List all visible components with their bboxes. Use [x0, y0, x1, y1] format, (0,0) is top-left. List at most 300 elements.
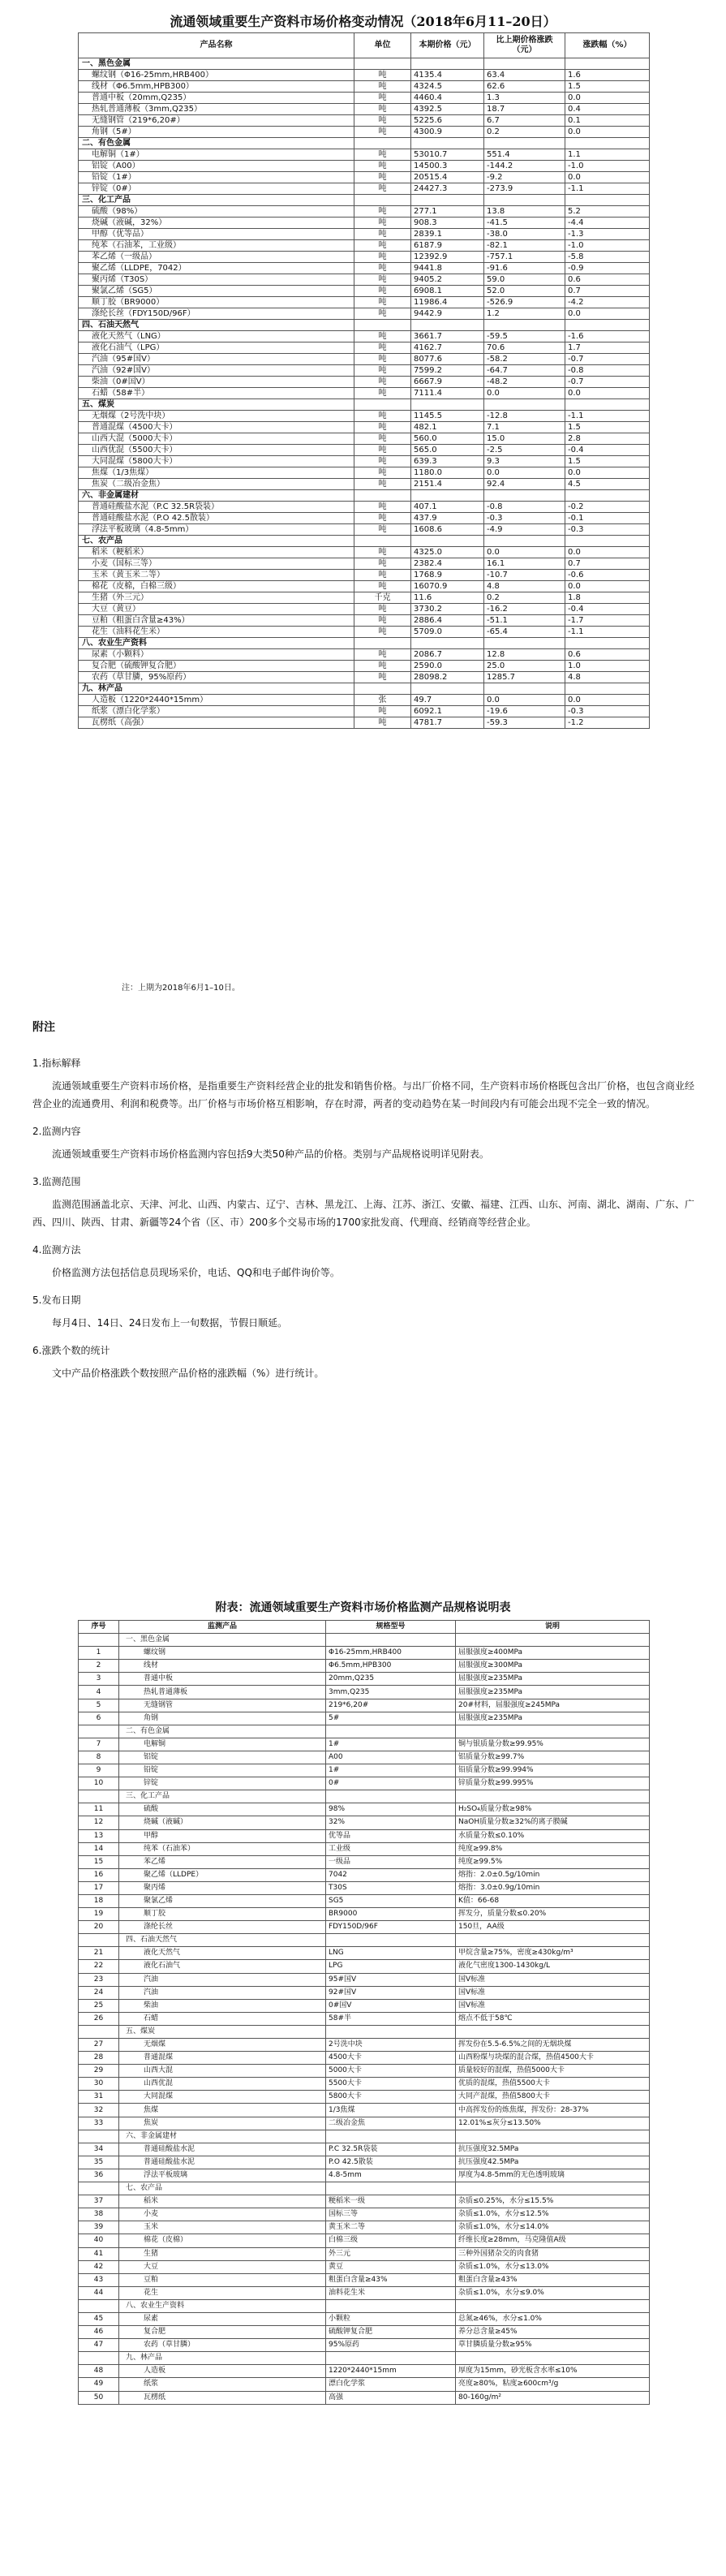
product-name: 聚氯乙烯	[119, 1894, 326, 1907]
empty-cell	[354, 58, 411, 70]
product-name: 汽油	[119, 1973, 326, 1986]
section-heading: 3.监测范围	[32, 1176, 81, 1187]
row-number: 1	[79, 1647, 119, 1660]
table-row	[79, 1777, 650, 1790]
empty-cell	[354, 320, 411, 331]
category-label: 二、有色金属	[79, 138, 354, 149]
category-row	[79, 1934, 650, 1947]
product-name: 大豆（黄豆）	[79, 604, 354, 615]
row-number: 18	[79, 1894, 119, 1907]
product-name: 玉米（黄玉米二等）	[79, 570, 354, 581]
price-cell: 20515.4	[411, 172, 484, 183]
empty-cell	[411, 683, 484, 695]
row-number: 25	[79, 1999, 119, 2012]
description-cell: 纯度≥99.8%	[456, 1842, 650, 1855]
unit-cell: 吨	[354, 183, 411, 195]
percent-cell: 0.6	[565, 274, 650, 286]
change-cell: -273.9	[484, 183, 565, 195]
percent-cell: 4.8	[565, 672, 650, 683]
percent-cell: -0.7	[565, 377, 650, 388]
empty-cell	[484, 490, 565, 502]
product-name: 顺丁胶（BR9000）	[79, 297, 354, 308]
appendix-notes	[32, 1019, 698, 1387]
spec-header-cell: 说明	[456, 1621, 650, 1634]
description-cell: 水质量分数≤0.10%	[456, 1829, 650, 1842]
table-row	[79, 524, 650, 536]
description-cell: 草甘膦质量分数≥95%	[456, 2339, 650, 2352]
percent-cell: -0.4	[565, 445, 650, 456]
section-heading: 6.涨跌个数的统计	[32, 1345, 110, 1356]
table-row	[79, 274, 650, 286]
table-row	[79, 604, 650, 615]
spec-cell: 黄豆	[326, 2260, 456, 2273]
change-cell: -82.1	[484, 240, 565, 252]
price-cell: 565.0	[411, 445, 484, 456]
price-cell: 2151.4	[411, 479, 484, 490]
table-row	[79, 1908, 650, 1921]
unit-cell: 吨	[354, 331, 411, 342]
unit-cell: 吨	[354, 433, 411, 445]
table-row	[79, 149, 650, 161]
spec-cell: 一级品	[326, 1855, 456, 1868]
table-row	[79, 1660, 650, 1673]
description-cell: 优质的混煤，热值5500大卡	[456, 2078, 650, 2091]
spec-cell: 5000大卡	[326, 2065, 456, 2078]
category-label: 八、农业生产资料	[79, 638, 354, 649]
spec-cell: 92#国Ⅴ	[326, 1986, 456, 1999]
description-cell: 锌质量分数≥99.995%	[456, 1777, 650, 1790]
description-cell: 熔指：3.0±0.9g/10min	[456, 1881, 650, 1894]
spec-cell: 优等品	[326, 1829, 456, 1842]
product-name: 纸浆（漂白化学浆）	[79, 706, 354, 717]
unit-cell: 吨	[354, 104, 411, 115]
spec-cell: 1220*2440*15mm	[326, 2365, 456, 2378]
row-number: 28	[79, 2052, 119, 2065]
spec-cell: 7042	[326, 1868, 456, 1881]
change-cell: -144.2	[484, 161, 565, 172]
change-cell: 15.0	[484, 433, 565, 445]
table-row	[79, 115, 650, 127]
table-row	[79, 342, 650, 354]
table-row	[79, 1868, 650, 1881]
percent-cell: -1.3	[565, 229, 650, 240]
row-number: 17	[79, 1881, 119, 1894]
price-header-cell: 单位	[354, 33, 411, 58]
description-cell: 粗蛋白含量≥43%	[456, 2273, 650, 2286]
product-name: 硫酸（98%）	[79, 206, 354, 218]
table-row	[79, 206, 650, 218]
description-cell: 国Ⅴ标准	[456, 1986, 650, 1999]
product-name: 普通混煤（4500大卡）	[79, 422, 354, 433]
price-cell: 2590.0	[411, 661, 484, 672]
price-cell: 2086.7	[411, 649, 484, 661]
table-row	[79, 2286, 650, 2299]
price-cell: 4460.4	[411, 93, 484, 104]
change-cell: 63.4	[484, 70, 565, 81]
table-row	[79, 558, 650, 570]
category-row	[79, 58, 650, 70]
table-row	[79, 422, 650, 433]
percent-cell: 0.1	[565, 115, 650, 127]
change-cell: 13.8	[484, 206, 565, 218]
category-row	[79, 138, 650, 149]
row-number: 26	[79, 2012, 119, 2025]
unit-cell: 吨	[354, 252, 411, 263]
unit-cell: 吨	[354, 286, 411, 297]
product-name: 锌锭	[119, 1777, 326, 1790]
table-row	[79, 240, 650, 252]
row-number: 39	[79, 2221, 119, 2234]
product-name: 顺丁胶	[119, 1908, 326, 1921]
table-row	[79, 331, 650, 342]
percent-cell: 0.4	[565, 104, 650, 115]
price-cell: 6908.1	[411, 286, 484, 297]
price-cell: 9405.2	[411, 274, 484, 286]
unit-cell: 吨	[354, 274, 411, 286]
table-row	[79, 1960, 650, 1973]
section-text: 流通领域重要生产资料市场价格，是指重要生产资料经营企业的批发和销售价格。与出厂价格不同，生产资料市场价格既包含出厂价格，也包含商业经营企业的流通费用、利润和税费等。出厂价格与市场价格互相影响，存在时滞，两者的变动趋势在某一时间段内有可能会出现不完全一致的情况。	[32, 1080, 695, 1109]
change-cell: -19.6	[484, 706, 565, 717]
price-cell: 437.9	[411, 513, 484, 524]
table-row	[79, 365, 650, 377]
change-cell: 551.4	[484, 149, 565, 161]
price-cell: 5709.0	[411, 627, 484, 638]
empty-cell	[484, 195, 565, 206]
product-name: 焦炭（二级冶金焦）	[79, 479, 354, 490]
change-cell: -59.5	[484, 331, 565, 342]
product-name: 焦煤（1/3焦煤）	[79, 467, 354, 479]
percent-cell: 0.0	[565, 93, 650, 104]
category-label: 一、黑色金属	[79, 58, 354, 70]
description-cell: 甲烷含量≥75%，密度≥430kg/m³	[456, 1947, 650, 1960]
empty-cell	[456, 1934, 650, 1947]
product-name: 液化石油气（LPG）	[79, 342, 354, 354]
product-name: 人造板（1220*2440*15mm）	[79, 695, 354, 706]
empty-cell	[326, 2025, 456, 2038]
price-cell: 639.3	[411, 456, 484, 467]
category-row	[79, 1790, 650, 1803]
product-name: 线材	[119, 1660, 326, 1673]
empty-cell	[326, 1790, 456, 1803]
spec-cell: 0#国Ⅴ	[326, 1999, 456, 2012]
empty-cell	[354, 399, 411, 411]
price-cell: 12392.9	[411, 252, 484, 263]
unit-cell: 吨	[354, 218, 411, 229]
table-row	[79, 547, 650, 558]
unit-cell: 吨	[354, 581, 411, 592]
category-label: 九、林产品	[79, 683, 354, 695]
product-name: 苯乙烯（一级品）	[79, 252, 354, 263]
product-name: 液化天然气（LNG）	[79, 331, 354, 342]
row-number: 9	[79, 1764, 119, 1777]
empty-cell	[411, 320, 484, 331]
empty-cell	[326, 2130, 456, 2143]
category-label: 五、煤炭	[119, 2025, 326, 2038]
description-cell: 抗压强度32.5MPa	[456, 2143, 650, 2156]
price-cell: 1145.5	[411, 411, 484, 422]
price-cell: 3661.7	[411, 331, 484, 342]
table-row	[79, 1816, 650, 1829]
unit-cell: 吨	[354, 93, 411, 104]
spec-cell: 5800大卡	[326, 2091, 456, 2104]
percent-cell: 0.7	[565, 558, 650, 570]
unit-cell: 吨	[354, 706, 411, 717]
percent-cell: -0.2	[565, 502, 650, 513]
empty-cell	[411, 195, 484, 206]
percent-cell: -0.9	[565, 263, 650, 274]
percent-cell: -4.4	[565, 218, 650, 229]
unit-cell: 吨	[354, 467, 411, 479]
spec-cell: 漂白化学浆	[326, 2378, 456, 2391]
price-cell: 11.6	[411, 592, 484, 604]
row-number: 2	[79, 1660, 119, 1673]
spec-cell: 1#	[326, 1738, 456, 1751]
product-name: 豆粕（粗蛋白含量≥43%）	[79, 615, 354, 627]
empty-cell	[565, 138, 650, 149]
row-number: 34	[79, 2143, 119, 2156]
product-name: 生猪（外三元）	[79, 592, 354, 604]
empty-cell	[565, 58, 650, 70]
row-number: 16	[79, 1868, 119, 1881]
table-row	[79, 2156, 650, 2169]
product-name: 棉花（皮棉，白棉三级）	[79, 581, 354, 592]
change-cell: 0.0	[484, 467, 565, 479]
percent-cell: -1.0	[565, 240, 650, 252]
table-row	[79, 581, 650, 592]
description-cell: 屈服强度≥400MPa	[456, 1647, 650, 1660]
row-number: 50	[79, 2391, 119, 2404]
change-cell: -51.1	[484, 615, 565, 627]
product-name: 复合肥	[119, 2326, 326, 2339]
description-cell: 熔指：2.0±0.5g/10min	[456, 1868, 650, 1881]
description-cell: 养分总含量≥45%	[456, 2326, 650, 2339]
price-cell: 1608.6	[411, 524, 484, 536]
description-cell: NaOH质量分数≥32%的离子膜碱	[456, 1816, 650, 1829]
category-label: 三、化工产品	[79, 195, 354, 206]
category-label: 三、化工产品	[119, 1790, 326, 1803]
row-number: 47	[79, 2339, 119, 2352]
price-cell: 5225.6	[411, 115, 484, 127]
table-row	[79, 695, 650, 706]
percent-cell: -0.7	[565, 354, 650, 365]
product-name: 石蜡	[119, 2012, 326, 2025]
table-row	[79, 1986, 650, 1999]
price-table-header	[79, 33, 650, 58]
table-row	[79, 513, 650, 524]
description-cell: 总氮≥46%，水分≤1.0%	[456, 2312, 650, 2325]
empty-cell	[484, 138, 565, 149]
empty-cell	[326, 2299, 456, 2312]
product-name: 山西大混	[119, 2065, 326, 2078]
price-cell: 6187.9	[411, 240, 484, 252]
section-heading: 1.指标解释	[32, 1058, 81, 1069]
unit-cell: 吨	[354, 70, 411, 81]
unit-cell: 吨	[354, 81, 411, 93]
product-name: 山西优混（5500大卡）	[79, 445, 354, 456]
spec-cell: A00	[326, 1751, 456, 1764]
empty-cell	[565, 320, 650, 331]
spec-table-title: 附表：流通领域重要生产资料市场价格监测产品规格说明表	[215, 1601, 511, 1614]
table-row	[79, 1947, 650, 1960]
spec-cell: P.O 42.5散装	[326, 2156, 456, 2169]
change-cell: -10.7	[484, 570, 565, 581]
row-number: 31	[79, 2091, 119, 2104]
product-name: 普通硅酸盐水泥（P.O 42.5散装）	[79, 513, 354, 524]
table-row	[79, 286, 650, 297]
product-name: 铅锭	[119, 1764, 326, 1777]
unit-cell: 吨	[354, 297, 411, 308]
table-row	[79, 2117, 650, 2130]
category-row	[79, 490, 650, 502]
product-name: 线材（Φ6.5mm,HPB300）	[79, 81, 354, 93]
category-label: 一、黑色金属	[119, 1634, 326, 1647]
description-cell: 屈服强度≥235MPa	[456, 1712, 650, 1725]
table-row	[79, 2221, 650, 2234]
empty-cell	[484, 683, 565, 695]
price-cell: 6092.1	[411, 706, 484, 717]
percent-cell: 0.0	[565, 467, 650, 479]
change-cell: -38.0	[484, 229, 565, 240]
table-row	[79, 2039, 650, 2052]
percent-cell: 5.2	[565, 206, 650, 218]
unit-cell: 吨	[354, 172, 411, 183]
table-row	[79, 161, 650, 172]
category-label: 四、石油天然气	[79, 320, 354, 331]
row-number: 20	[79, 1921, 119, 1934]
unit-cell: 吨	[354, 354, 411, 365]
category-row	[79, 638, 650, 649]
product-name: 瓦楞纸（高强）	[79, 717, 354, 729]
price-cell: 4325.0	[411, 547, 484, 558]
unit-cell: 吨	[354, 615, 411, 627]
empty-cell	[411, 536, 484, 547]
price-cell: 28098.2	[411, 672, 484, 683]
table-row	[79, 615, 650, 627]
price-cell: 482.1	[411, 422, 484, 433]
description-cell: 挥发份在5.5-6.5%之间的无烟块煤	[456, 2039, 650, 2052]
spec-cell: 98%	[326, 1803, 456, 1816]
table-row	[79, 1738, 650, 1751]
category-label: 六、非金属建材	[79, 490, 354, 502]
row-number: 6	[79, 1712, 119, 1725]
product-name: 纯苯（石油苯，工业级）	[79, 240, 354, 252]
change-cell: 62.6	[484, 81, 565, 93]
percent-cell: 1.6	[565, 70, 650, 81]
empty-cell	[484, 638, 565, 649]
change-cell: -0.8	[484, 502, 565, 513]
empty-cell	[354, 536, 411, 547]
change-cell: 70.6	[484, 342, 565, 354]
product-name: 花生（油料花生米）	[79, 627, 354, 638]
row-number: 29	[79, 2065, 119, 2078]
row-number: 35	[79, 2156, 119, 2169]
product-name: 锌锭（0#）	[79, 183, 354, 195]
spec-cell: 粗蛋白含量≥43%	[326, 2273, 456, 2286]
product-name: 纸浆	[119, 2378, 326, 2391]
unit-cell: 吨	[354, 149, 411, 161]
product-name: 电解铜（1#）	[79, 149, 354, 161]
spec-cell: 小颗粒	[326, 2312, 456, 2325]
table-row	[79, 2391, 650, 2404]
table-row	[79, 411, 650, 422]
category-row	[79, 2025, 650, 2038]
percent-cell: 1.7	[565, 342, 650, 354]
change-cell: -526.9	[484, 297, 565, 308]
description-cell: 杂质≤0.25%，水分≤15.5%	[456, 2195, 650, 2208]
unit-cell: 吨	[354, 479, 411, 490]
row-number: 33	[79, 2117, 119, 2130]
empty-cell	[326, 1634, 456, 1647]
product-name: 甲醇（优等品）	[79, 229, 354, 240]
table-row	[79, 1881, 650, 1894]
unit-cell: 吨	[354, 524, 411, 536]
product-name: 铝锭	[119, 1751, 326, 1764]
price-header-cell: 本期价格（元）	[411, 33, 484, 58]
price-cell: 3730.2	[411, 604, 484, 615]
table-row	[79, 445, 650, 456]
row-number: 12	[79, 1816, 119, 1829]
spec-header-cell: 序号	[79, 1621, 119, 1634]
category-row	[79, 2130, 650, 2143]
table-row	[79, 2208, 650, 2221]
section-heading: 2.监测内容	[32, 1126, 81, 1137]
section-text: 监测范围涵盖北京、天津、河北、山西、内蒙古、辽宁、吉林、黑龙江、上海、江苏、浙江、安徽、福建、江西、山东、河南、湖北、湖南、广东、广西、四川、陕西、甘肃、新疆等24个省（区、市）200多个交易市场的1700家批发商、代理商、经销商等经营企业。	[32, 1199, 695, 1228]
percent-cell: -0.8	[565, 365, 650, 377]
description-cell: 质量较好的混煤，热值5000大卡	[456, 2065, 650, 2078]
price-cell: 11986.4	[411, 297, 484, 308]
table-row	[79, 70, 650, 81]
price-cell: 14500.3	[411, 161, 484, 172]
description-cell: 铅质量分数≥99.994%	[456, 1764, 650, 1777]
price-cell: 560.0	[411, 433, 484, 445]
product-name: 山西优混	[119, 2078, 326, 2091]
percent-cell: -1.2	[565, 717, 650, 729]
empty-cell	[326, 1934, 456, 1947]
table-row	[79, 2195, 650, 2208]
empty-cell	[354, 490, 411, 502]
category-label: 四、石油天然气	[119, 1934, 326, 1947]
percent-cell: 2.8	[565, 433, 650, 445]
description-cell: 铜与银质量分数≥99.95%	[456, 1738, 650, 1751]
unit-cell: 吨	[354, 649, 411, 661]
spec-cell: 1/3焦煤	[326, 2104, 456, 2117]
description-cell: 液化气密度1300-1430kg/L	[456, 1960, 650, 1973]
spec-cell: 1#	[326, 1764, 456, 1777]
unit-cell: 吨	[354, 127, 411, 138]
spec-cell: Φ6.5mm,HPB300	[326, 1660, 456, 1673]
percent-cell: 0.0	[565, 388, 650, 399]
description-cell: 铝质量分数≥99.7%	[456, 1751, 650, 1764]
table-row	[79, 2339, 650, 2352]
row-number: 46	[79, 2326, 119, 2339]
change-cell: 0.0	[484, 388, 565, 399]
product-name: 玉米	[119, 2221, 326, 2234]
unit-cell: 吨	[354, 206, 411, 218]
percent-cell: -5.8	[565, 252, 650, 263]
table-row	[79, 433, 650, 445]
price-cell: 4392.5	[411, 104, 484, 115]
spec-cell: 粳稻米一级	[326, 2195, 456, 2208]
change-cell: 18.7	[484, 104, 565, 115]
product-name: 普通硅酸盐水泥	[119, 2143, 326, 2156]
empty-cell	[326, 2182, 456, 2195]
change-cell: -58.2	[484, 354, 565, 365]
unit-cell: 吨	[354, 411, 411, 422]
price-cell: 4162.7	[411, 342, 484, 354]
product-name: 角钢（5#）	[79, 127, 354, 138]
product-name: 无缝钢管（219*6,20#）	[79, 115, 354, 127]
change-cell: -48.2	[484, 377, 565, 388]
